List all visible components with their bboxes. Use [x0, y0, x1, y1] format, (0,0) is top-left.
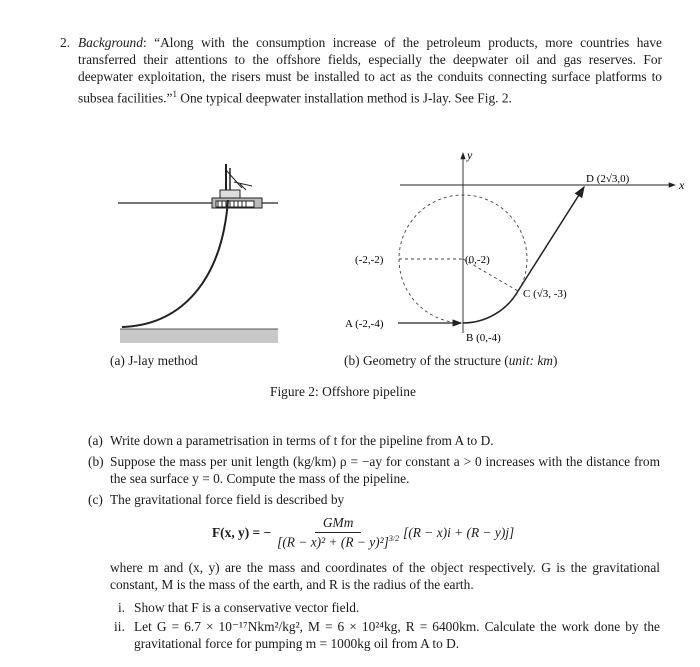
question-a-label: (a)	[88, 433, 103, 448]
force-formula	[212, 515, 514, 550]
panel-b-caption: (b) Geometry of the structure (unit: km)	[344, 353, 558, 368]
figure-caption: Figure 2: Offshore pipeline	[270, 384, 416, 399]
question-a-text: Write down a parametrisation in terms of t for the pipeline from A to D.	[110, 433, 494, 448]
problem-number: 2.	[60, 35, 71, 50]
geometry-diagram	[330, 143, 700, 353]
formula-lhs: F(x, y) = −	[212, 524, 272, 540]
label-center: (0,-2)	[465, 254, 490, 266]
y-axis-label: y	[467, 148, 473, 162]
formula-rhs: [(R − x)i + (R − y)j]	[403, 524, 515, 540]
after-text: One typical deepwater installation method is J-lay. See Fig. 2.	[176, 90, 512, 106]
question-c-i	[118, 599, 660, 616]
seabed	[120, 329, 278, 343]
background-label: Background	[78, 35, 143, 50]
question-c	[88, 491, 660, 508]
question-c-label: (c)	[88, 492, 103, 507]
question-c-ii	[114, 618, 660, 652]
panel-a-caption: (a) J-lay method	[110, 353, 198, 368]
jlay-illustration	[112, 160, 282, 350]
label-left: (-2,-2)	[355, 254, 384, 266]
question-c-i-text: Show that F is a conservative vector field.	[134, 600, 360, 615]
segment-CD	[518, 187, 584, 291]
question-c-text: The gravitational force field is described by	[110, 492, 345, 507]
lay-vessel	[212, 164, 262, 208]
formula-denominator: $[(R - x)^2 + (R - y)^2]^{3/2}$	[277, 534, 400, 550]
question-c-ii-label: ii.	[114, 619, 125, 634]
question-c-ii-text: Let G = 6.7 × 10⁻¹⁷Nkm²/kg², M = 6 × 10²⁴kg, R = 6400km. Calculate the work done by the gravitational force for pumping m = 1000kg oil from A to D.	[134, 619, 660, 651]
background-text: : “Along with the consumption increase of the petroleum products, more countries have transferred their attentions to the offshore fields, especially the deepwater oil and gas reserves. For deepwater exploitation, the risers must be installed to act as the conduits connecting surface platforms to subsea facilities.”	[78, 35, 662, 106]
label-B: B (0,-4)	[466, 332, 501, 344]
formula-fraction	[277, 515, 399, 550]
pipeline-curve	[122, 200, 228, 327]
question-a	[88, 432, 660, 449]
label-C: C (√3, -3)	[523, 288, 567, 300]
footnote-mark: 1	[172, 88, 177, 99]
question-c-i-label: i.	[118, 600, 126, 615]
question-b-label: (b)	[88, 454, 104, 469]
background-paragraph	[62, 34, 662, 106]
question-b-text: Suppose the mass per unit length (kg/km) ρ = −ay for constant a > 0 increases with the distance from the sea surface y = 0. Compute the mass of the pipeline.	[110, 454, 660, 486]
arc-BC	[463, 291, 518, 323]
formula-numerator: GMm	[315, 515, 362, 533]
label-A: A (-2,-4)	[345, 318, 384, 330]
where-text: where m and (x, y) are the mass and coordinates of the object respectively. G is the gravitational constant, M is the mass of the earth, and R is the radius of the earth.	[110, 560, 660, 592]
question-b	[88, 453, 660, 487]
label-D: D (2√3,0)	[586, 173, 630, 185]
x-axis-label: x	[679, 178, 685, 192]
